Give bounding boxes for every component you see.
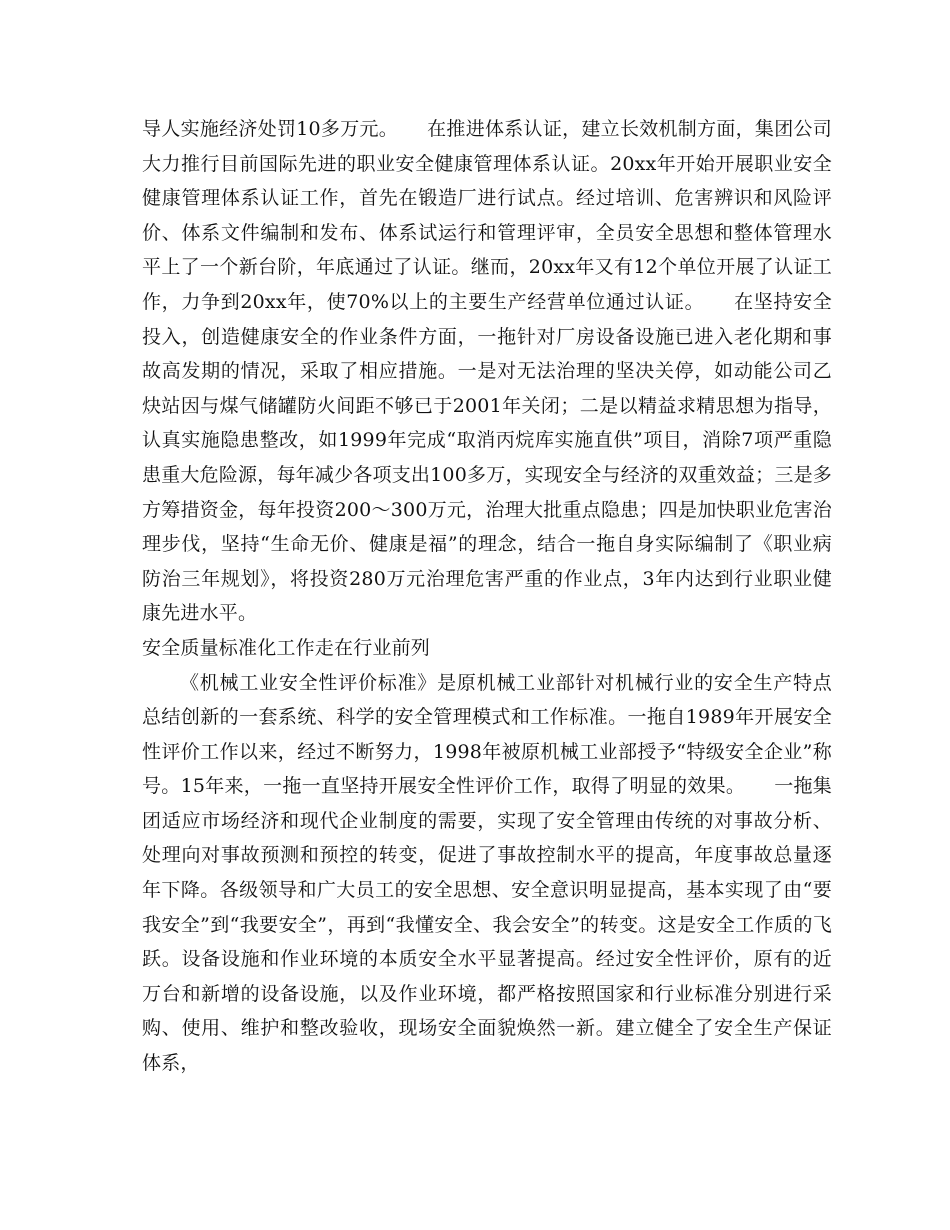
document-body [142,112,832,1081]
body-paragraph: 导人实施经济处罚10多万元。 在推进体系认证，建立长效机制方面，集团公司大力推行目前国际先进的职业安全健康管理体系认证。20xx年开始开展职业安全健康管理体系认证工作，首先在锻造厂进行试点。经过培训、危害辨识和风险评价、体系文件编制和发布、体系试运行和管理评审，全员安全思想和整体管理水平上了一个新台阶，年底通过了认证。继而，20xx年又有12个单位开展了认证工作，力争到20xx年，使70%以上的主要生产经营单位通过认证。 在坚持安全投入，创造健康安全的作业条件方面，一拖针对厂房设备设施已进入老化期和事故高发期的情况，采取了相应措施。一是对无法治理的坚决关停，如动能公司乙炔站因与煤气储罐防火间距不够已于2001年关闭；二是以精益求精思想为指导，认真实施隐患整改，如1999年完成“取消丙烷库实施直供”项目，消除7项严重隐患重大危险源，每年减少各项支出100多万，实现安全与经济的双重效益；三是多方筹措资金，每年投资200～300万元，治理大批重点隐患；四是加快职业危害治理步伐，坚持“生命无价、健康是福”的理念，结合一拖自身实际编制了《职业病防治三年规划》，将投资280万元治理危害严重的作业点，3年内达到行业职业健康先进水平。 [142,118,832,625]
body-paragraph: 《机械工业安全性评价标准》是原机械工业部针对机械行业的安全生产特点总结创新的一套系统、科学的安全管理模式和工作标准。一拖自1989年开展安全性评价工作以来，经过不断努力，1998年被原机械工业部授予“特级安全企业”称号。15年来，一拖一直坚持开展安全性评价工作，取得了明显的效果。 一拖集团适应市场经济和现代企业制度的需要，实现了安全管理由传统的对事故分析、处理向对事故预测和预控的转变，促进了事故控制水平的提高，年度事故总量逐年下降。各级领导和广大员工的安全思想、安全意识明显提高，基本实现了由“要我安全”到“我要安全”，再到“我懂安全、我会安全”的转变。这是安全工作质的飞跃。设备设施和作业环境的本质安全水平显著提高。经过安全性评价，原有的近万台和新增的设备设施，以及作业环境，都严格按照国家和行业标准分别进行采购、使用、维护和整改验收，现场安全面貌焕然一新。建立健全了安全生产保证体系， [142,671,832,1075]
section-heading: 安全质量标准化工作走在行业前列 [142,636,431,659]
